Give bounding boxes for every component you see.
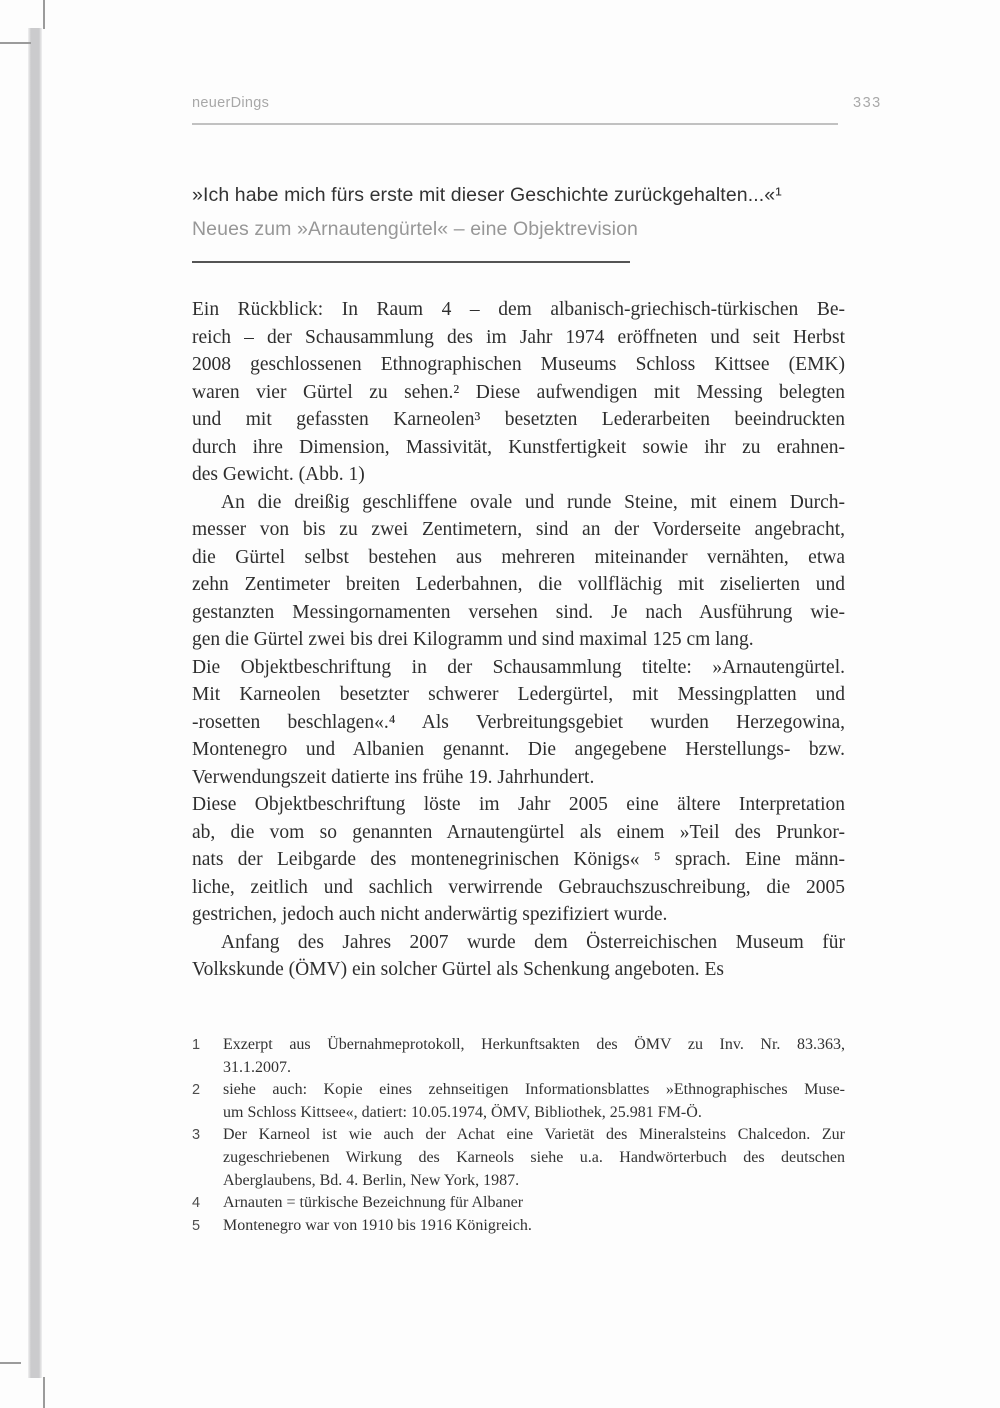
- book-spine-shadow: [28, 28, 42, 1378]
- body-text-line: gestanzten Messingornamenten versehen sind. Je nach Ausführung wie-: [192, 601, 845, 623]
- body-text-line: An die dreißig geschliffene ovale und runde Steine, mit einem Durch-: [221, 491, 845, 513]
- footnote: [192, 1034, 845, 1079]
- article-title: »Ich habe mich fürs erste mit dieser Geschichte zurückgehalten...«¹: [192, 184, 782, 206]
- footnote-text: [223, 1124, 845, 1192]
- footnote-line: siehe auch: Kopie eines zehnseitigen Informationsblattes »Ethnographisches Muse-: [223, 1081, 845, 1099]
- footnote-text: [223, 1034, 845, 1079]
- footnote-line: um Schloss Kittsee«, datiert: 10.05.1974, ÖMV, Bibliothek, 25.981 FM-Ö.: [223, 1103, 702, 1121]
- body-text-line: Volkskunde (ÖMV) ein solcher Gürtel als Schenkung angeboten. Es: [192, 959, 724, 980]
- scan-edge-line-top-vertical: [43, 0, 45, 29]
- journal-name: neuerDings: [192, 95, 270, 111]
- footnote-text: [223, 1079, 845, 1124]
- body-text-line: nats der Leibgarde des montenegrinischen Königs« ⁵ sprach. Eine männ-: [192, 849, 845, 870]
- body-text-line: die Gürtel selbst bestehen aus mehreren miteinander vernähten, etwa: [192, 546, 845, 568]
- body-text-line: ab, die vom so genannten Arnautengürtel als einem »Teil des Prunkor-: [192, 821, 845, 843]
- header-rule: [192, 123, 838, 125]
- footnote-number: 4: [192, 1195, 201, 1212]
- footnote-number: 3: [192, 1127, 201, 1144]
- footnote: [192, 1079, 845, 1124]
- footnote-line: 31.1.2007.: [223, 1058, 291, 1076]
- scan-edge-line-bottom-vertical: [43, 1377, 45, 1408]
- body-text-line: -rosetten beschlagen«.⁴ Als Verbreitungsgebiet wurden Herzegowina,: [192, 711, 845, 733]
- body-text-line: Die Objektbeschriftung in der Schausammlung titelte: »Arnautengürtel.: [192, 656, 845, 678]
- body-text-line: Anfang des Jahres 2007 wurde dem Österreichischen Museum für: [221, 931, 845, 953]
- body-text-line: Montenegro und Albanien genannt. Die angegebene Herstellungs- bzw.: [192, 739, 845, 760]
- body-text-line: gestrichen, jedoch auch nicht anderwärtig spezifiziert wurde.: [192, 904, 668, 925]
- footnote-number: 1: [192, 1037, 201, 1053]
- footnote-line: Aberglaubens, Bd. 4. Berlin, New York, 1987.: [223, 1171, 520, 1189]
- body-text-line: durch ihre Dimension, Massivität, Kunstfertigkeit sowie ihr zu erahnen-: [192, 436, 845, 458]
- footnote: [192, 1215, 845, 1238]
- footnote: [192, 1192, 845, 1215]
- scan-edge-line-top-horizontal: [0, 42, 31, 44]
- footnote-text: [223, 1192, 845, 1215]
- footnote-number: 5: [192, 1217, 201, 1234]
- body-text-line: Mit Karneolen besetzter schwerer Ledergürtel, mit Messingplatten und: [192, 684, 845, 705]
- body-text-line: liche, zeitlich und sachlich verwirrende Gebrauchszuschreibung, die 2005: [192, 876, 845, 898]
- footnote: [192, 1124, 845, 1192]
- body-text-line: messer von bis zu zwei Zentimetern, sind an der Vorderseite angebracht,: [192, 519, 845, 540]
- page-number: 333: [853, 95, 882, 111]
- body-text-line: 2008 geschlossenen Ethnographischen Museums Schloss Kittsee (EMK): [192, 354, 845, 375]
- article-subtitle: Neues zum »Arnautengürtel« – eine Objektrevision: [192, 218, 638, 240]
- body-text-line: des Gewicht. (Abb. 1): [192, 464, 365, 485]
- scan-edge-line-bottom-horizontal: [0, 1362, 21, 1364]
- body-text-line: reich – der Schausammlung des im Jahr 1974 eröffneten und seit Herbst: [192, 326, 845, 348]
- body-text-line: Ein Rückblick: In Raum 4 – dem albanisch-griechisch-türkischen Be-: [192, 299, 845, 320]
- body-text-line: und mit gefassten Karneolen³ besetzten Lederarbeiten beeindruckten: [192, 409, 845, 430]
- body-text-line: Diese Objektbeschriftung löste im Jahr 2005 eine ältere Interpretation: [192, 794, 845, 815]
- body-text-line: gen die Gürtel zwei bis drei Kilogramm und sind maximal 125 cm lang.: [192, 629, 754, 650]
- body-text-line: Verwendungszeit datierte ins frühe 19. Jahrhundert.: [192, 766, 595, 788]
- body-text-line: waren vier Gürtel zu sehen.² Diese aufwendigen mit Messing belegten: [192, 381, 845, 403]
- footnotes: [192, 1034, 845, 1237]
- footnote-text: [223, 1215, 845, 1238]
- footnote-line: Arnauten = türkische Bezeichnung für Albaner: [223, 1194, 524, 1212]
- footnote-line: Montenegro war von 1910 bis 1916 Königreich.: [223, 1216, 532, 1234]
- footnote-number: 2: [192, 1082, 201, 1099]
- footnote-line: Der Karneol ist wie auch der Achat eine Varietät des Mineralsteins Chalcedon. Zur: [223, 1126, 845, 1144]
- title-rule: [192, 261, 630, 263]
- footnote-line: zugeschriebenen Wirkung des Karneols siehe u.a. Handwörterbuch des deutschen: [223, 1148, 845, 1166]
- body-text-line: zehn Zentimeter breiten Lederbahnen, die vollflächig mit ziselierten und: [192, 574, 845, 595]
- body-text: [192, 296, 845, 984]
- footnote-line: Exzerpt aus Übernahmeprotokoll, Herkunftsakten des ÖMV zu Inv. Nr. 83.363,: [223, 1036, 845, 1053]
